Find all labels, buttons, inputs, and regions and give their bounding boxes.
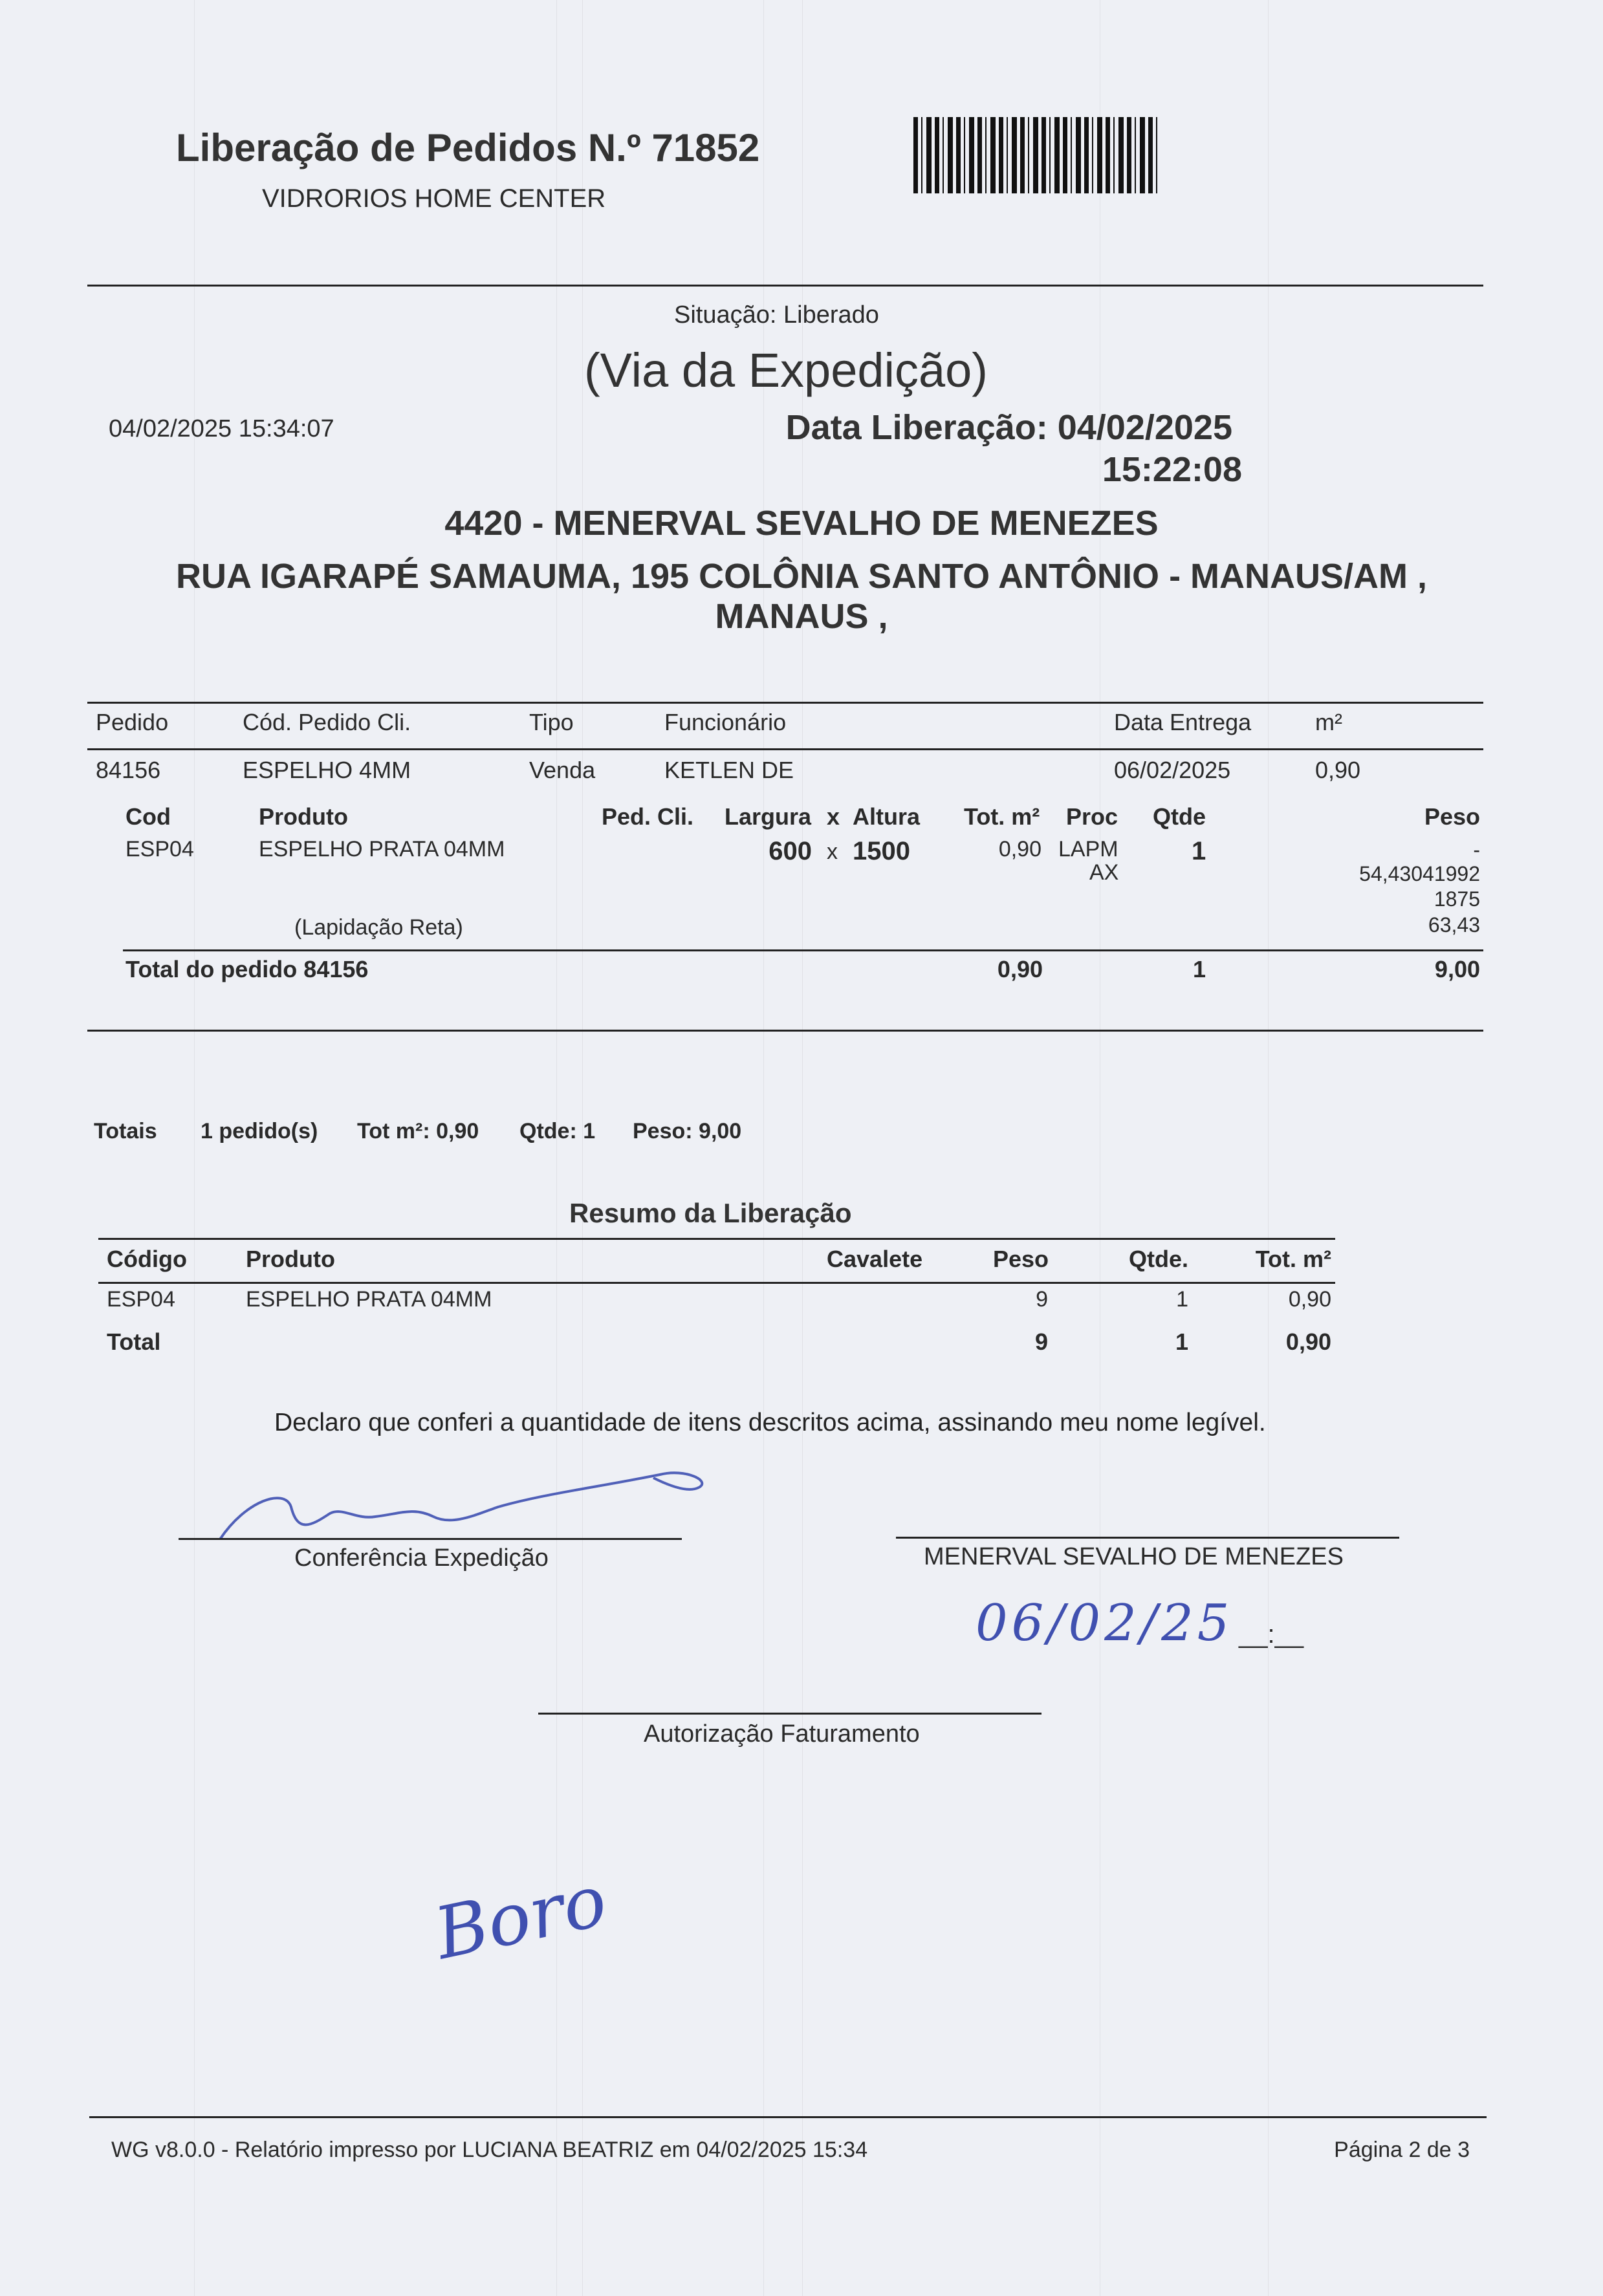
- order-section-end-rule: [87, 1030, 1483, 1032]
- order-table-top-rule: [87, 702, 1483, 704]
- client-city: MANAUS ,: [715, 597, 888, 636]
- resumo-header-cavalete: Cavalete: [827, 1246, 923, 1272]
- totais-m2: Tot m²: 0,90: [357, 1119, 479, 1143]
- order-table-header-rule: [87, 748, 1483, 750]
- cell-m2: 0,90: [1315, 757, 1361, 783]
- via-label: (Via da Expedição): [584, 343, 988, 397]
- document-title: Liberação de Pedidos N.º 71852: [176, 126, 760, 169]
- item-peso-line3: 63,43: [1428, 913, 1480, 937]
- item-altura: 1500: [853, 837, 910, 865]
- totais-label: Totais: [94, 1119, 157, 1143]
- item-peso-dash: -: [1473, 838, 1480, 861]
- order-total-label: Total do pedido 84156: [125, 956, 369, 982]
- item-cod: ESP04: [125, 837, 194, 861]
- col-header-pedido: Pedido: [96, 709, 169, 735]
- item-qtde: 1: [1192, 837, 1206, 865]
- item-header-proc: Proc: [1066, 803, 1118, 830]
- item-largura: 600: [769, 837, 812, 865]
- footer-report-info: WG v8.0.0 - Relatório impresso por LUCIANA BEATRIZ em 04/02/2025 15:34: [111, 2138, 868, 2162]
- handwritten-note: Boro: [428, 1858, 614, 1976]
- order-total-top-rule: [123, 949, 1483, 951]
- item-proc-line2: AX: [1089, 860, 1119, 885]
- status-label: Situação: Liberado: [674, 301, 879, 329]
- item-x: x: [827, 839, 838, 864]
- footer-page-number: Página 2 de 3: [1334, 2138, 1470, 2162]
- item-proc-line1: LAPM: [1058, 837, 1118, 861]
- item-peso-line1: 54,43041992: [1359, 862, 1480, 885]
- cell-tipo: Venda: [529, 757, 596, 783]
- resumo-row-peso: 9: [1036, 1287, 1048, 1312]
- totais-peso: Peso: 9,00: [633, 1119, 742, 1143]
- col-header-tipo: Tipo: [529, 709, 574, 735]
- item-note: (Lapidação Reta): [294, 915, 463, 940]
- resumo-title: Resumo da Liberação: [569, 1198, 852, 1228]
- client-name: 4420 - MENERVAL SEVALHO DE MENEZES: [444, 504, 1159, 543]
- resumo-header-peso: Peso: [993, 1246, 1049, 1272]
- conferencia-label: Conferência Expedição: [294, 1544, 549, 1572]
- item-peso-line2: 1875: [1434, 887, 1480, 911]
- conferencia-signature-line: [179, 1538, 682, 1540]
- item-header-ped-cli: Ped. Cli.: [602, 803, 694, 830]
- resumo-header-produto: Produto: [246, 1246, 335, 1272]
- resumo-row-tot-m2: 0,90: [1288, 1287, 1331, 1312]
- resumo-row-codigo: ESP04: [107, 1287, 175, 1312]
- totais-pedidos: 1 pedido(s): [201, 1119, 318, 1143]
- item-produto: ESPELHO PRATA 04MM: [259, 837, 505, 861]
- item-header-tot-m2: Tot. m²: [964, 803, 1040, 830]
- item-header-x: x: [827, 803, 840, 830]
- resumo-total-peso: 9: [1034, 1328, 1048, 1355]
- resumo-header-qtde: Qtde.: [1129, 1246, 1189, 1272]
- client-address: RUA IGARAPÉ SAMAUMA, 195 COLÔNIA SANTO ANTÔNIO - MANAUS/AM ,: [175, 557, 1428, 596]
- autorizacao-label: Autorização Faturamento: [644, 1720, 920, 1748]
- col-header-data-entrega: Data Entrega: [1114, 709, 1252, 735]
- client-signature-name: MENERVAL SEVALHO DE MENEZES: [924, 1543, 1344, 1570]
- item-header-qtde: Qtde: [1153, 803, 1206, 830]
- cell-funcionario: KETLEN DE: [664, 757, 794, 783]
- item-tot-m2: 0,90: [998, 837, 1041, 861]
- resumo-row-qtde: 1: [1176, 1287, 1188, 1312]
- header-divider: [87, 285, 1483, 287]
- footer-rule: [89, 2116, 1487, 2118]
- resumo-total-label: Total: [107, 1328, 161, 1355]
- order-total-m2: 0,90: [997, 956, 1043, 982]
- resumo-total-qtde: 1: [1175, 1328, 1188, 1355]
- resumo-header-tot-m2: Tot. m²: [1255, 1246, 1331, 1272]
- time-blank: __:__: [1239, 1620, 1304, 1649]
- item-header-cod: Cod: [125, 803, 171, 830]
- order-total-qtde: 1: [1193, 956, 1206, 982]
- resumo-row-produto: ESPELHO PRATA 04MM: [246, 1287, 492, 1312]
- order-total-peso: 9,00: [1434, 956, 1480, 982]
- item-header-produto: Produto: [259, 803, 348, 830]
- col-header-funcionario: Funcionário: [664, 709, 787, 735]
- autorizacao-signature-line: [538, 1713, 1041, 1715]
- company-name: VIDRORIOS HOME CENTER: [262, 184, 606, 213]
- release-time: 15:22:08: [1102, 450, 1242, 489]
- cell-data-entrega: 06/02/2025: [1114, 757, 1231, 783]
- resumo-total-tot-m2: 0,90: [1285, 1328, 1331, 1355]
- resumo-header-codigo: Código: [107, 1246, 187, 1272]
- declaration-text: Declaro que conferi a quantidade de itens descritos acima, assinando meu nome legível.: [274, 1409, 1266, 1436]
- item-header-altura: Altura: [853, 803, 921, 830]
- print-datetime: 04/02/2025 15:34:07: [109, 415, 334, 442]
- col-header-m2: m²: [1315, 709, 1342, 735]
- totais-qtde: Qtde: 1: [519, 1119, 596, 1143]
- cell-pedido: 84156: [96, 757, 161, 783]
- handwritten-date: 06/02/25: [976, 1594, 1234, 1652]
- resumo-top-rule: [98, 1238, 1335, 1240]
- col-header-cod-pedido-cli: Cód. Pedido Cli.: [243, 709, 411, 735]
- cell-cod-pedido-cli: ESPELHO 4MM: [243, 757, 411, 783]
- barcode: [913, 117, 1159, 193]
- release-date: Data Liberação: 04/02/2025: [785, 408, 1232, 447]
- item-header-largura: Largura: [725, 803, 812, 830]
- client-signature-line: [896, 1537, 1399, 1539]
- item-header-peso: Peso: [1424, 803, 1480, 830]
- resumo-header-rule: [98, 1282, 1335, 1284]
